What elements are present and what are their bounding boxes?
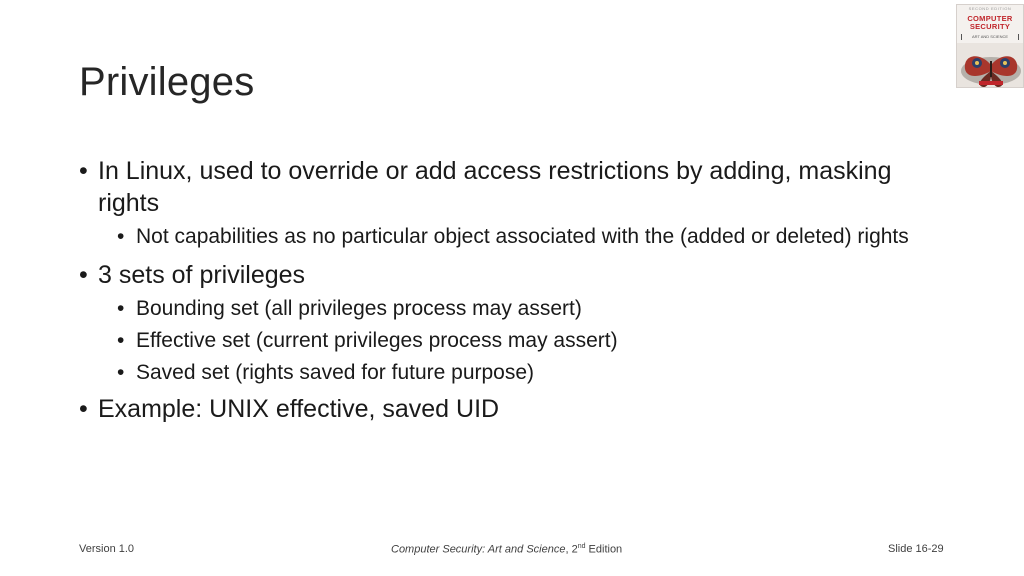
footer-book-title: Computer Security: Art and Science, 2nd Edition [391,543,623,556]
bullet-level2: • Not capabilities as no particular object associated with the (added or deleted) rights [117,223,959,251]
cover-edition: SECOND EDITION [968,6,1012,11]
footer-slide-number: Slide 16-29 [888,543,944,555]
bullet-level1: • Example: UNIX effective, saved UID [79,393,959,425]
bullet-level2: • Bounding set (all privileges process may assert) [117,295,959,323]
bullet-level1: • 3 sets of privileges [79,259,959,291]
bullet-level2: • Effective set (current privileges process may assert) [117,327,959,355]
slide-title: Privileges [79,60,255,104]
cover-subtitle: ART AND SCIENCE [961,34,1019,40]
footer-version: Version 1.0 [79,543,135,555]
butterfly-illustration [957,43,1024,88]
bullet-level2: • Saved set (rights saved for future purpose) [117,359,959,387]
book-cover-image [956,4,1024,88]
bullet-list [79,155,959,425]
cover-title: COMPUTER SECURITY [967,14,1013,31]
bullet-level1: • In Linux, used to override or add access restrictions by adding, masking rights [79,155,959,219]
